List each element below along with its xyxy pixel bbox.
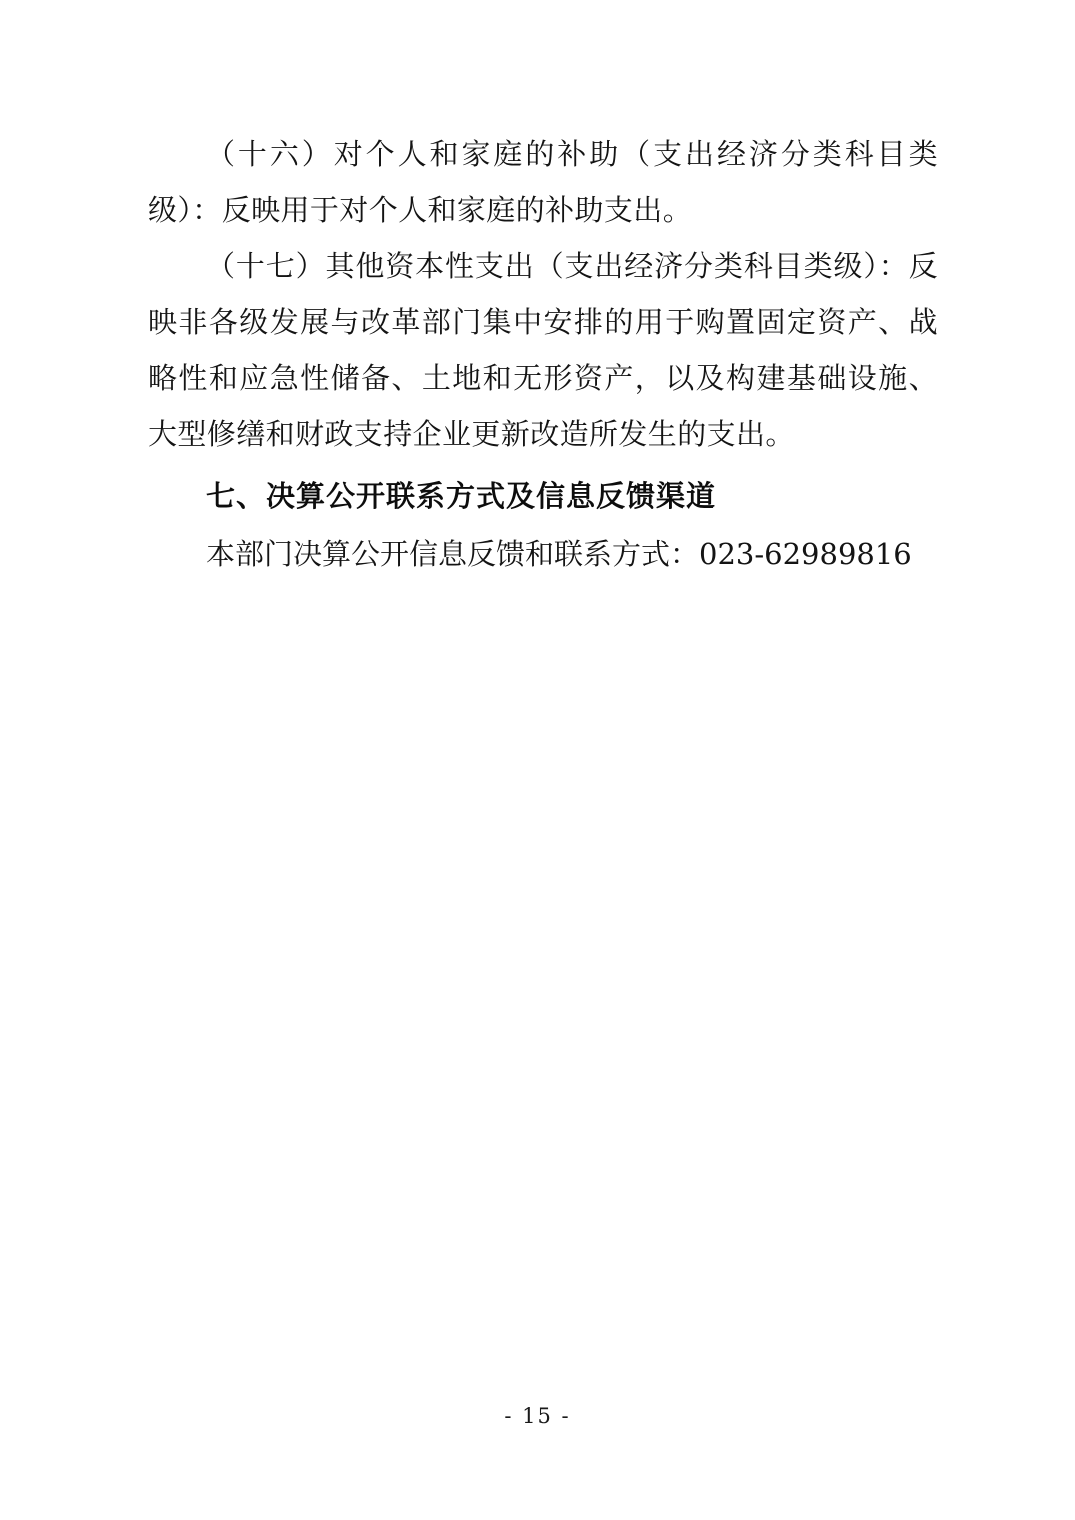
page-content: [148, 126, 938, 582]
page-number: - 15 -: [504, 1404, 571, 1428]
paragraph-sixteen: （十六）对个人和家庭的补助（支出经济分类科目类级）：反映用于对个人和家庭的补助支出。: [148, 137, 938, 227]
section-heading-seven: 七、决算公开联系方式及信息反馈渠道: [206, 479, 717, 513]
contact-info-line: 本部门决算公开信息反馈和联系方式：023-62989816: [206, 537, 912, 571]
paragraph-seventeen: （十七）其他资本性支出（支出经济分类科目类级）：反映非各级发展与改革部门集中安排的用于购置固定资产、战略性和应急性储备、土地和无形资产，以及构建基础设施、大型修缮和财政支持企业更新改造所发生的支出。: [148, 249, 938, 451]
